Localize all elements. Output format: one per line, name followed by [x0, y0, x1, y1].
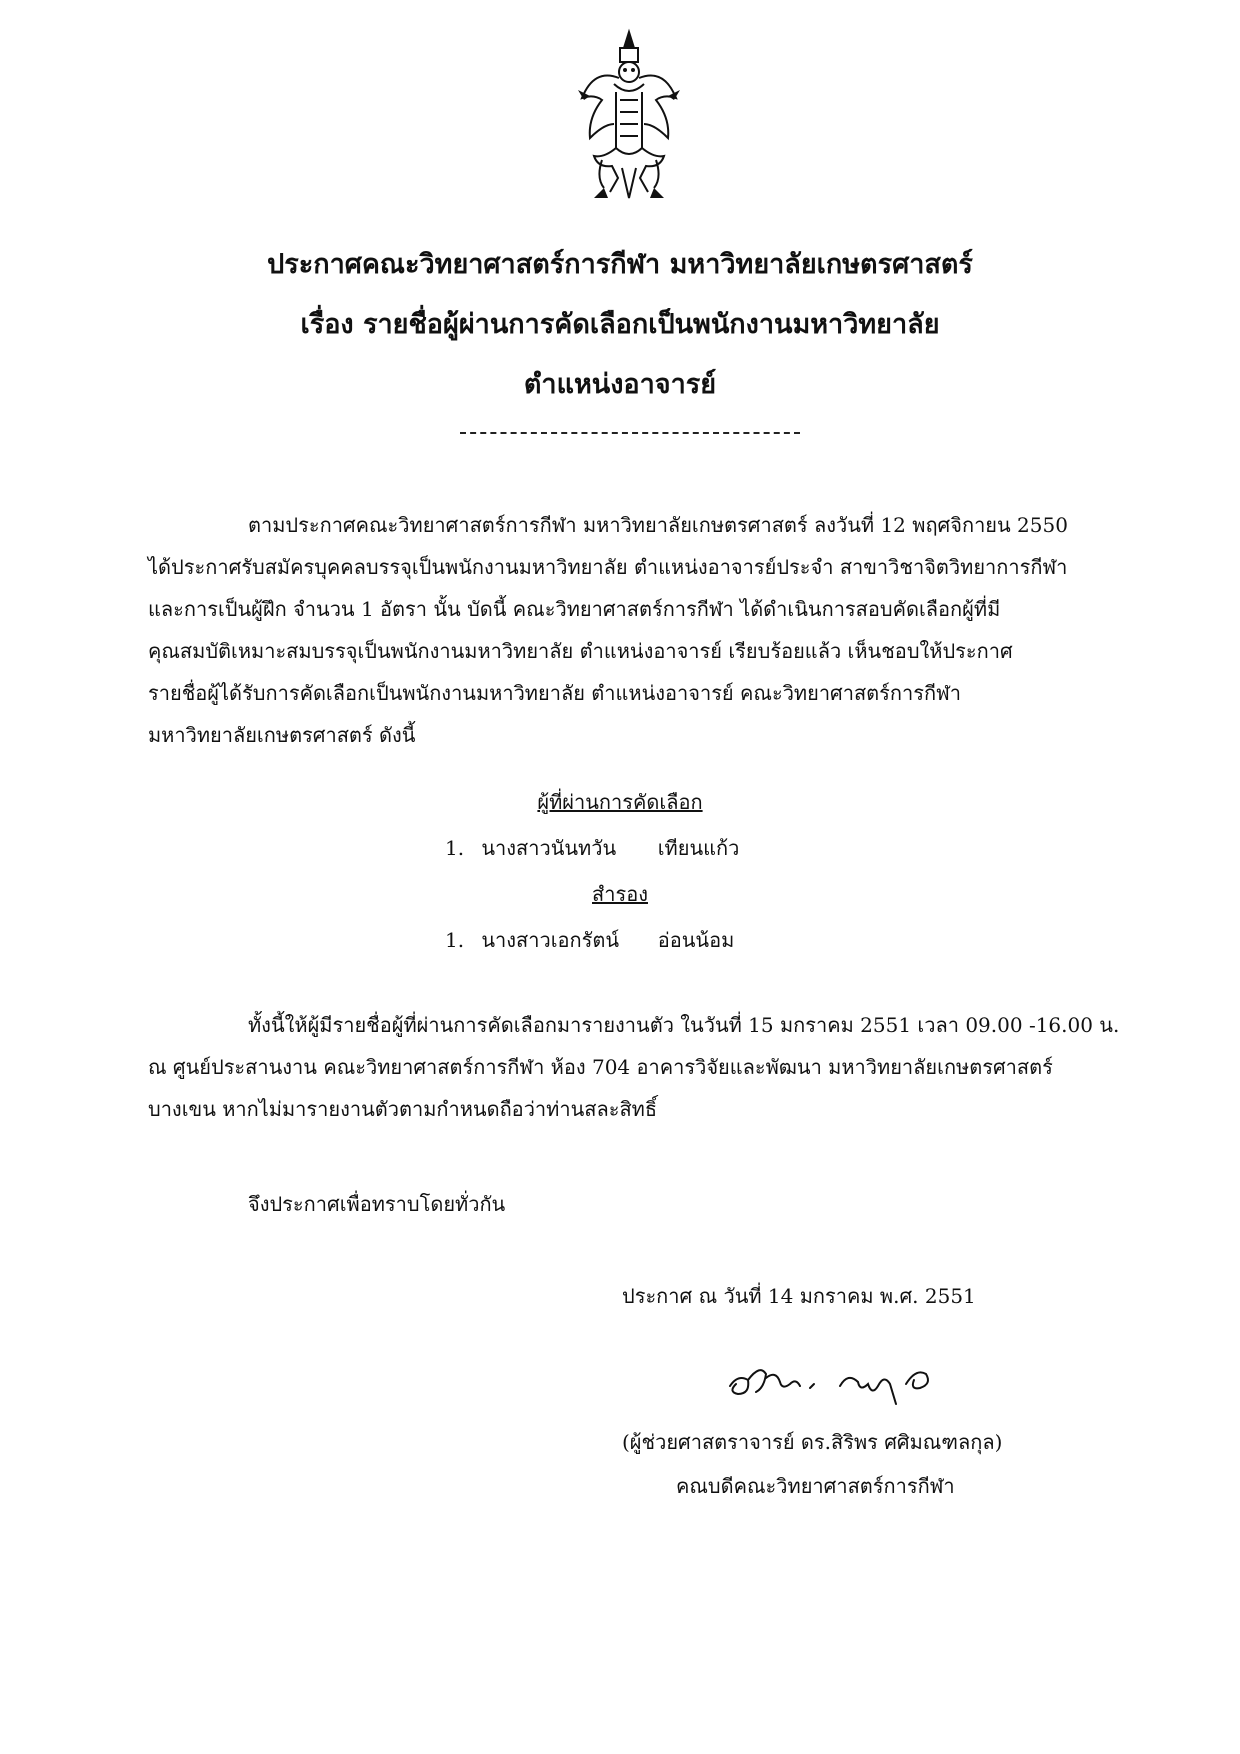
handwritten-signature-icon — [720, 1344, 950, 1414]
item-number: 1. — [445, 928, 465, 952]
paragraph-line: คุณสมบัติเหมาะสมบรรจุเป็นพนักงานมหาวิทยาลัย ตำแหน่งอาจารย์ เรียบร้อยแล้ว เห็นชอบให้ประกาศ — [148, 639, 1013, 663]
signatory-name: (ผู้ช่วยศาสตราจารย์ ดร.สิริพร ศศิมณฑลกุล) — [622, 1430, 1003, 1454]
announcement-paragraph-2 — [148, 1004, 1120, 1130]
paragraph-line: บางเขน หากไม่มารายงานตัวตามกำหนดถือว่าท่านสละสิทธิ์ — [148, 1097, 658, 1121]
paragraph-line: รายชื่อผู้ได้รับการคัดเลือกเป็นพนักงานมหาวิทยาลัย ตำแหน่งอาจารย์ คณะวิทยาศาสตร์การกีฬา — [148, 681, 962, 705]
selected-heading: ผู้ที่ผ่านการคัดเลือก — [537, 790, 703, 814]
announcement-date: ประกาศ ณ วันที่ 14 มกราคม พ.ศ. 2551 — [622, 1284, 976, 1308]
paragraph-line: ณ ศูนย์ประสานงาน คณะวิทยาศาสตร์การกีฬา ห้อง 704 อาคารวิจัยและพัฒนา มหาวิทยาลัยเกษตรศาสตร์ — [148, 1055, 1053, 1079]
item-number: 1. — [445, 836, 465, 860]
announcement-title: ประกาศคณะวิทยาศาสตร์การกีฬา มหาวิทยาลัยเกษตรศาสตร์ — [267, 249, 973, 280]
closing-statement: จึงประกาศเพื่อทราบโดยทั่วกัน — [248, 1192, 506, 1216]
paragraph-line: ตามประกาศคณะวิทยาศาสตร์การกีฬา มหาวิทยาลัยเกษตรศาสตร์ ลงวันที่ 12 พฤศจิกายน 2550 — [248, 513, 1068, 537]
announcement-subject: เรื่อง รายชื่อผู้ผ่านการคัดเลือกเป็นพนักงานมหาวิทยาลัย — [300, 309, 940, 340]
signatory-title: คณบดีคณะวิทยาศาสตร์การกีฬา — [676, 1474, 955, 1498]
paragraph-line: และการเป็นผู้ฝึก จำนวน 1 อัตรา นั้น บัดนี้ คณะวิทยาศาสตร์การกีฬา ได้ดำเนินการสอบคัดเลือกผู้ที่มี — [148, 597, 1001, 621]
announcement-paragraph-1 — [148, 504, 1116, 756]
title-divider — [460, 432, 800, 434]
position-title: ตำแหน่งอาจารย์ — [523, 369, 717, 400]
item-last-name: อ่อนน้อม — [657, 928, 735, 952]
garuda-emblem-icon — [574, 28, 684, 203]
item-first-name: นางสาวเอกรัตน์ — [481, 928, 620, 952]
paragraph-line: มหาวิทยาลัยเกษตรศาสตร์ ดังนี้ — [148, 723, 416, 747]
reserve-heading: สำรอง — [592, 882, 648, 906]
reserve-list-item — [445, 924, 734, 956]
item-first-name: นางสาวนันทวัน — [481, 836, 617, 860]
paragraph-line: ได้ประกาศรับสมัครบุคคลบรรจุเป็นพนักงานมหาวิทยาลัย ตำแหน่งอาจารย์ประจำ สาขาวิชาจิตวิทยาการกีฬา — [148, 555, 1068, 579]
item-last-name: เทียนแก้ว — [657, 836, 740, 860]
selected-list-item — [445, 832, 739, 864]
paragraph-line: ทั้งนี้ให้ผู้มีรายชื่อผู้ที่ผ่านการคัดเลือกมารายงานตัว ในวันที่ 15 มกราคม 2551 เวลา 09.00 -16.00 น. — [248, 1013, 1120, 1037]
